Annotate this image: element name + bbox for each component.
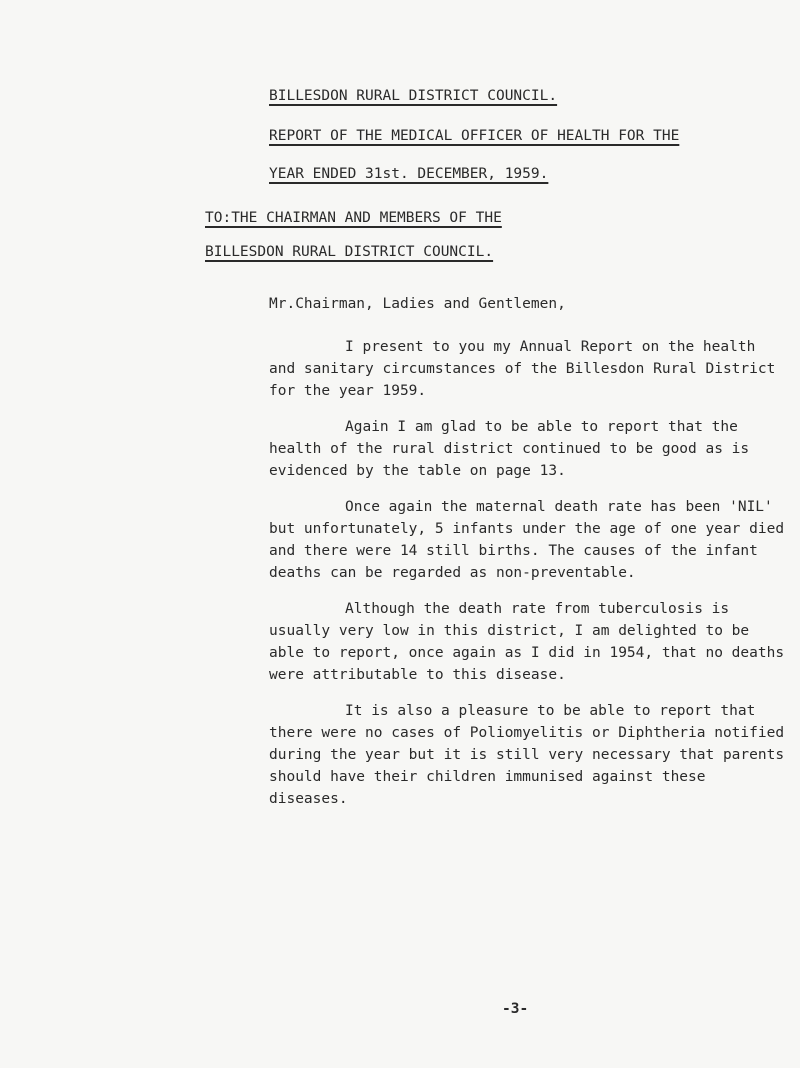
address-line2: BILLESDON RURAL DISTRICT COUNCIL. xyxy=(205,244,494,260)
address-line1: TO:THE CHAIRMAN AND MEMBERS OF THE xyxy=(205,210,502,226)
report-title-line1: REPORT OF THE MEDICAL OFFICER OF HEALTH FOR THE xyxy=(269,128,680,144)
paragraph-4: Although the death rate from tuberculosis is usually very low in this district, I am delighted to be able to report, once again as I did in 1954, that no deaths were attributable to this disease. xyxy=(269,601,785,683)
council-heading: BILLESDON RURAL DISTRICT COUNCIL. xyxy=(269,88,558,104)
page-number: -3- xyxy=(502,1001,529,1017)
paragraph-1: I present to you my Annual Report on the health and sanitary circumstances of the Billesdon Rural District for the year 1959. xyxy=(269,339,776,399)
report-title-line2: YEAR ENDED 31st. DECEMBER, 1959. xyxy=(269,166,549,182)
paragraph-5: It is also a pleasure to be able to report that there were no cases of Poliomyelitis or Diphtheria notified during the year but it is still very necessary that parents should have their children immunised against these diseases. xyxy=(269,703,785,807)
salutation: Mr.Chairman, Ladies and Gentlemen, xyxy=(269,296,566,312)
paragraph-2: Again I am glad to be able to report that the health of the rural district continued to be good as is evidenced by the table on page 13. xyxy=(269,419,750,479)
paragraph-3: Once again the maternal death rate has been 'NIL' but unfortunately, 5 infants under the age of one year died and there were 14 still births. The causes of the infant deaths can be regarded as non-preventable. xyxy=(269,499,785,581)
